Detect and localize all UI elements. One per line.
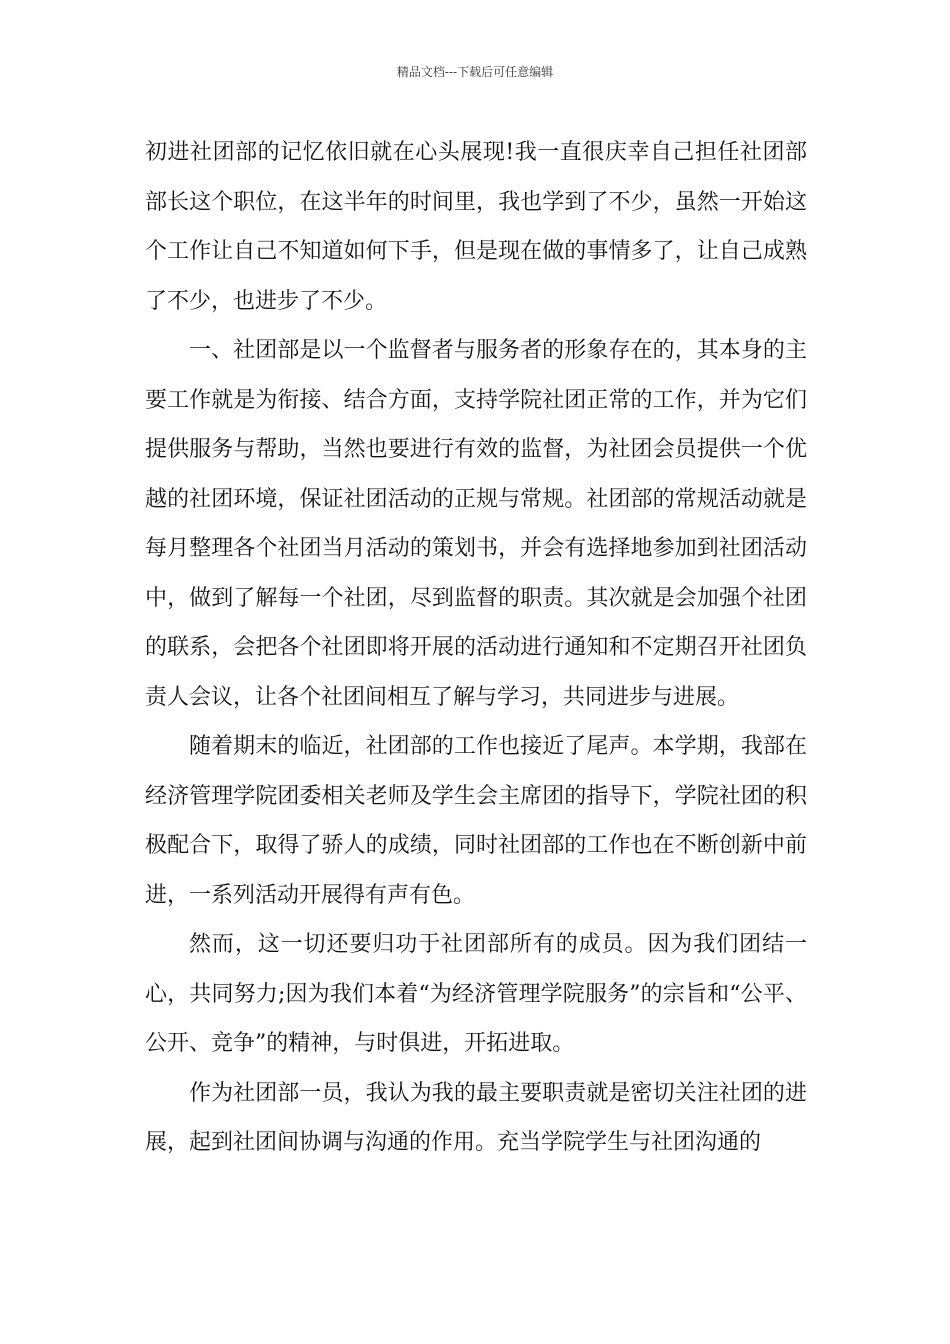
paragraph-3: 随着期末的临近，社团部的工作也接近了尾声。本学期，我部在经济管理学院团委相关老师及学生会主席团的指导下，学院社团的积极配合下，取得了骄人的成绩，同时社团部的工作也在不断创新中前进，一系列活动开展得有声有色。 [145, 734, 807, 908]
paragraph-2: 一、社团部是以一个监督者与服务者的形象存在的，其本身的主要工作就是为衔接、结合方面，支持学院社团正常的工作，并为它们提供服务与帮助，当然也要进行有效的监督，为社团会员提供一个优越的社团环境，保证社团活动的正规与常规。社团部的常规活动就是每月整理各个社团当月活动的策划书，并会有选择地参加到社团活动中，做到了解每一个社团，尽到监督的职责。其次就是会加强个社团的联系，会把各个社团即将开展的活动进行通知和不定期召开社团负责人会议，让各个社团间相互了解与学习，共同进步与进展。 [145, 338, 807, 710]
paragraph-5: 作为社团部一员，我认为我的最主要职责就是密切关注社团的进展，起到社团间协调与沟通的作用。充当学院学生与社团沟通的 [145, 1080, 807, 1155]
page-header: 精品文档---下载后可任意编辑 [396, 65, 554, 79]
document-body [145, 128, 807, 1168]
paragraph-1: 初进社团部的记忆依旧就在心头展现!我一直很庆幸自己担任社团部部长这个职位，在这半年的时间里，我也学到了不少，虽然一开始这个工作让自己不知道如何下手，但是现在做的事情多了，让自己成熟了不少，也进步了不少。 [145, 140, 807, 314]
paragraph-4: 然而，这一切还要归功于社团部所有的成员。因为我们团结一心，共同努力;因为我们本着“为经济管理学院服务”的宗旨和“公平、公开、竞争”的精神，与时俱进，开拓进取。 [145, 932, 807, 1056]
